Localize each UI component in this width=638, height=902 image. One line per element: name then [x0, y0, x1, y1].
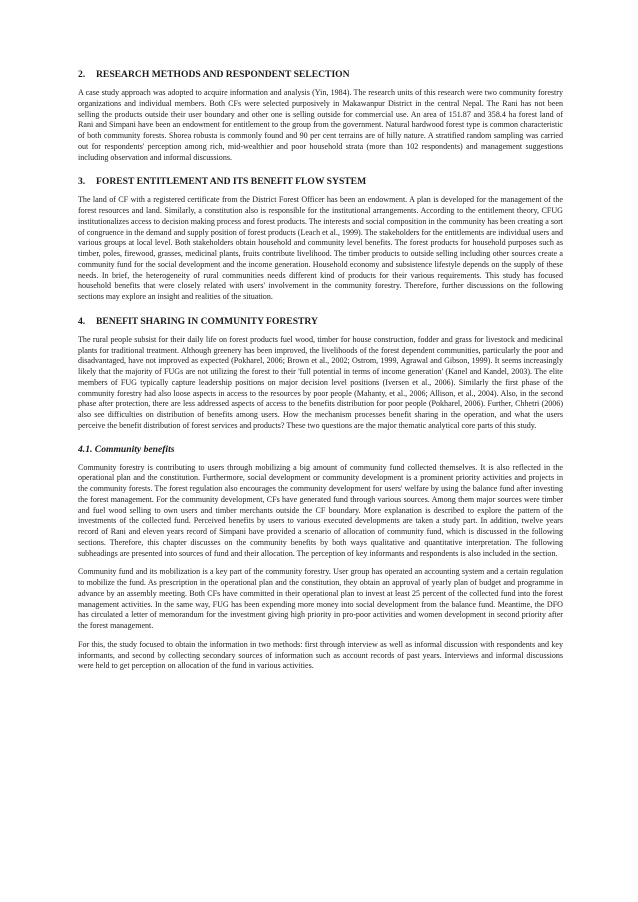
subsection-4-1-heading: 4.1. Community benefits [78, 443, 175, 455]
section-2-paragraph: A case study approach was adopted to acquire information and analysis (Yin, 1984). The research units of this research were two community forestry organizations and individual members. Both CFs were selected purposively in Makawanpur District in the central Nepal. The Rani has not been selling the products outside their user boundary and other one is selling outside for commercial use. An area of 151.87 and 358.4 ha forest land of Rani and Simpani have been an endowment for entitlement to the group from the government. Natural hardwood forest type is common characteristic of both community forests. Shorea robusta is commonly found and 90 per cent terrains are of hilly nature. A stratified random sampling was carried out for respondents' perception among rich, mid-wealthier and poor household strata (more than 102 respondents) and management suggestions including observation and informal discussions. [78, 88, 563, 162]
section-2-heading [78, 68, 563, 81]
section-number: 3. [78, 176, 86, 188]
section-3-heading [78, 175, 563, 188]
section-4-paragraph: The rural people subsist for their daily life on forest products fuel wood, timber for house construction, fodder and grass for livestock and medicinal plants for traditional treatment. Although greenery has been improved, the livelihoods of the forest dependent communities, particularly the poor and disadvantaged, have not improved as expected (Pokharel, 2006; Brown et al., 2002; Ostrom, 1999, Agrawal and Gibson, 1999). It seems increasingly likely that the majority of FUGs are not utilizing the forest to their 'full potential in terms of income generation' (Kanel and Kandel, 2003). The elite members of FUG typically capture leadership positions on major decision level positions (Iversen et al., 2006). Similarly the first phase of the community forestry had also loose aspects in access to the resources by poor people (Mahanty, et al., 2006; Allison, et al., 2004). Also, in the second phase after protection, there are less addressed aspects of access to the benefits distribution for poor people (Pokharel, 2006). Further, Chhetri (2006) also see difficulties on distribution of benefits among users. How the mechanism processes benefit sharing in the operation, and what the users perceive the benefit distribution of forest services and products? These two questions are the major thematic analytical core parts of this study. [78, 334, 563, 430]
section-3-paragraph: The land of CF with a registered certificate from the District Forest Officer has been an endowment. A plan is developed for the management of the forest resources and land. Similarly, a constitution also is responsible for the institutional arrangements. According to the entitlement theory, CFUG institutionalizes access to decision making process and forest products. The interests and social composition in the community has been creating a sort of congruence in the demand and supply position of forest products (Leach et al., 1999). The stakeholders for the entitlements are individual users and various groups at local level. Both stakeholders obtain household and community level benefits. The forest products for household purposes such as timber, poles, firewood, grasses, medicinal plants, fruits contribute livelihood. The timber products to outside selling including other sources create a community fund for the social development and the income generation. Household economy and subsistence lifestyle depends on the supply of these needs. In brief, the heterogeneity of rural communities needs different kind of products for their various requirements. This study has focused household benefits that were closely related with users' involvement in the community forestry. Therefore, further discussions on the following sections may explore an insight and realities of the situation. [78, 195, 563, 301]
section-number: 4. [78, 315, 86, 327]
subsection-paragraph-3: For this, the study focused to obtain the information in two methods: first through interview as well as informal discussion with respondents and key informants, and second by collecting secondary sources of information such as account records of past years. Interviews and informal discussions were held to get perception on allocation of the fund in various activities. [78, 639, 563, 671]
section-title: BENEFIT SHARING IN COMMUNITY FORESTRY [96, 315, 318, 327]
subsection-paragraph-2: Community fund and its mobilization is a key part of the community forestry. User group has operated an accounting system and a certain regulation to mobilize the fund. As prescription in the operational plan and the constitution, they obtain an approval of yearly plan of budget and programme in advance by an assembly meeting. Both CFs have committed in their operational plan to invest at least 25 percent of the collected fund into the forest management activities. In the same way, FUG has been expending more money into social development from the balance fund. Meantime, the DFO has circulated a letter of memorandum for the investment giving high priority in pro-poor activities and women development in second priority after the forest management. [78, 567, 563, 630]
section-number: 2. [78, 69, 86, 80]
section-title: FOREST ENTITLEMENT AND ITS BENEFIT FLOW SYSTEM [96, 176, 367, 188]
section-4-heading [78, 315, 563, 328]
subsection-paragraph-1: Community forestry is contributing to users through mobilizing a big amount of community fund collected themselves. It is also reflected in the operational plan and the constitution. Furthermore, social development or community development is a prominent priority activities and projects in the community forests. The forest regulation also encourages the community development for users' welfare by using the balance fund after investing the forest management. For the community development, CFs have generated fund through various sources. Among them major sources were timber and fuel wood selling to own users and timber merchants outside the CF boundary. More explanation is described to explore the pattern of the investments of the collected fund. Perceived benefits by users to various executed developments are taken a study part. In addition, twelve years record of Rani and eleven years record of Simpani have provided a scenario of allocation of community fund, which is discussed in the following sections. Therefore, this chapter discusses on the community benefits by both ways qualitative and quantitative interpretation. The following subheadings are presented into sources of fund and their allocation. The perception of key informants and respondents is also included in the section. [78, 462, 563, 558]
section-title: RESEARCH METHODS AND RESPONDENT SELECTION [96, 69, 350, 80]
paper-page [78, 68, 563, 680]
